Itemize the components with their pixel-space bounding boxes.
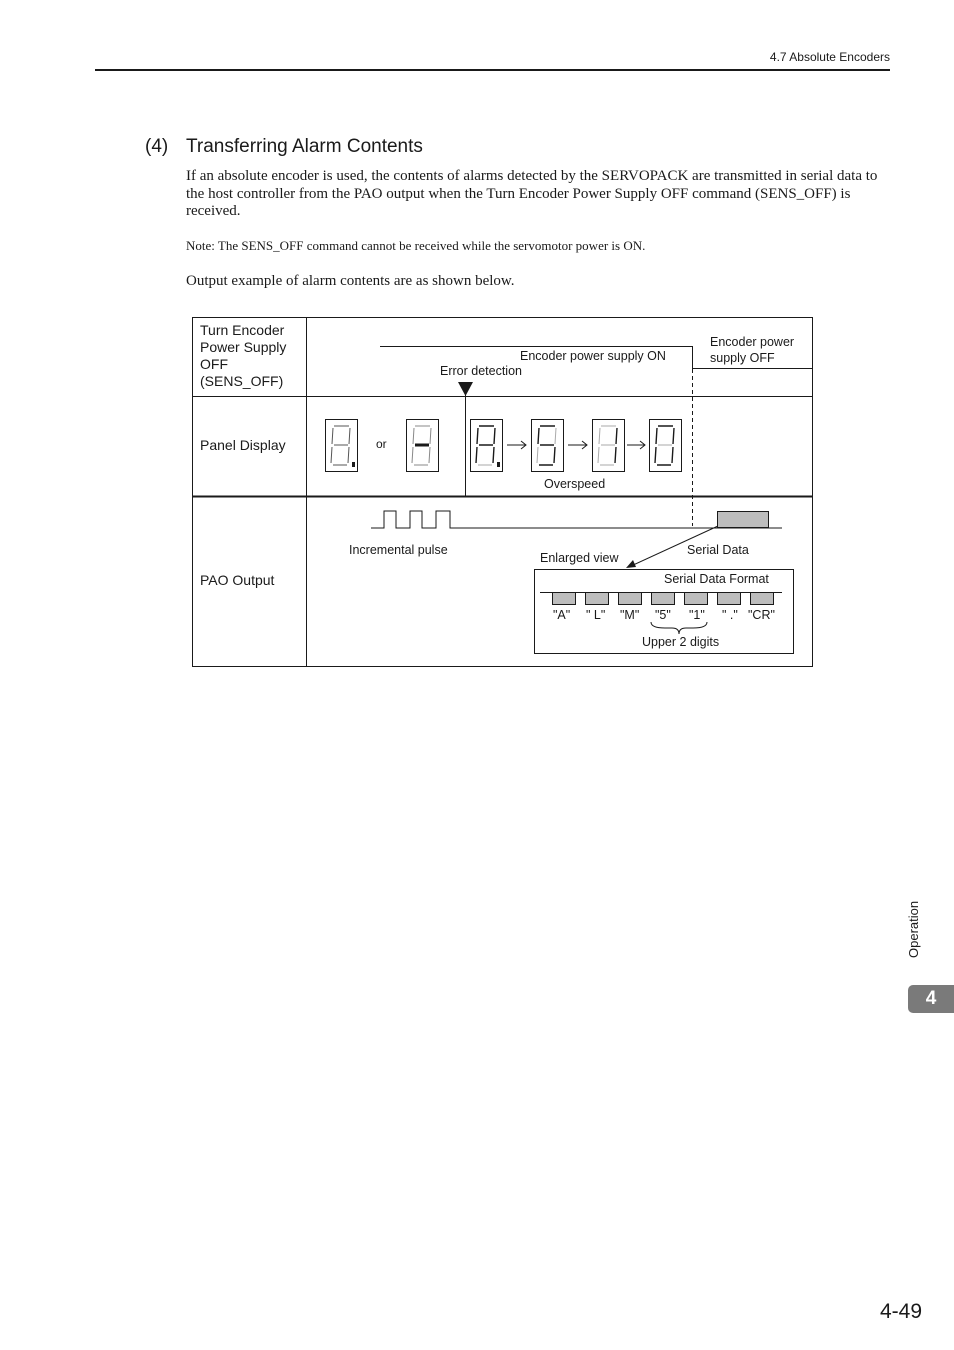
row-label-pao-output: PAO Output bbox=[200, 572, 275, 588]
note-text: Note: The SENS_OFF command cannot be received while the servomotor power is ON. bbox=[186, 238, 646, 253]
page-number: 4-49 bbox=[880, 1300, 923, 1323]
panel-display-dash bbox=[407, 420, 439, 472]
char-block-6 bbox=[718, 593, 741, 605]
arrow-icon-1 bbox=[507, 441, 526, 449]
error-detection-marker bbox=[458, 382, 473, 396]
char-label-m: "M" bbox=[620, 608, 640, 622]
row-label-sens-off: Turn Encoder Power Supply OFF (SENS_OFF) bbox=[200, 322, 287, 389]
section-number: (4) bbox=[145, 136, 169, 157]
header-section-ref: 4.7 Absolute Encoders bbox=[769, 50, 890, 64]
enlarged-view-label: Enlarged view bbox=[540, 551, 619, 565]
incremental-pulse-label: Incremental pulse bbox=[349, 543, 448, 557]
arrow-icon-3 bbox=[627, 441, 645, 449]
upper-digits-brace bbox=[651, 622, 707, 634]
panel-display-0 bbox=[650, 420, 682, 472]
char-label-a: "A" bbox=[553, 608, 571, 622]
body-paragraph: If an absolute encoder is used, the contents of alarms detected by the SERVOPACK are transmitted in serial data to the host controller from the PAO output when the Turn Encoder Power Supply OFF command (SENS_OFF) is received. bbox=[186, 168, 878, 219]
serial-data-label: Serial Data bbox=[687, 543, 749, 557]
char-block-7 bbox=[751, 593, 774, 605]
row-label-panel-display: Panel Display bbox=[200, 437, 286, 453]
enlarged-view-arrowhead bbox=[626, 560, 636, 568]
serial-data-format-label: Serial Data Format bbox=[664, 572, 769, 586]
side-tab-label: Operation bbox=[906, 900, 921, 958]
char-label-5: "5" bbox=[655, 608, 671, 622]
upper-digits-label: Upper 2 digits bbox=[642, 635, 720, 649]
section-title: Transferring Alarm Contents bbox=[186, 136, 423, 157]
output-example-text: Output example of alarm contents are as shown below. bbox=[186, 273, 515, 289]
panel-display-all-segments bbox=[326, 420, 358, 472]
overspeed-label: Overspeed bbox=[544, 477, 606, 491]
encoder-off-label: Encoder power supply OFF bbox=[710, 335, 795, 365]
char-label-1: "1" bbox=[689, 608, 705, 622]
arrow-icon-2 bbox=[568, 441, 587, 449]
char-label-l: " L" bbox=[586, 608, 606, 622]
or-label: or bbox=[376, 437, 387, 451]
serial-data-block bbox=[718, 512, 769, 528]
char-label-dot: " ." bbox=[722, 608, 738, 622]
char-block-5 bbox=[685, 593, 708, 605]
chapter-tab: 4 bbox=[908, 985, 954, 1013]
error-detection-label: Error detection bbox=[440, 364, 522, 378]
char-block-1 bbox=[553, 593, 576, 605]
encoder-on-label: Encoder power supply ON bbox=[520, 349, 666, 363]
panel-display-5 bbox=[532, 420, 564, 472]
char-block-3 bbox=[619, 593, 642, 605]
panel-display-1 bbox=[593, 420, 625, 472]
panel-display-a bbox=[471, 420, 503, 472]
char-block-4 bbox=[652, 593, 675, 605]
char-block-2 bbox=[586, 593, 609, 605]
char-label-cr: "CR" bbox=[748, 608, 775, 622]
